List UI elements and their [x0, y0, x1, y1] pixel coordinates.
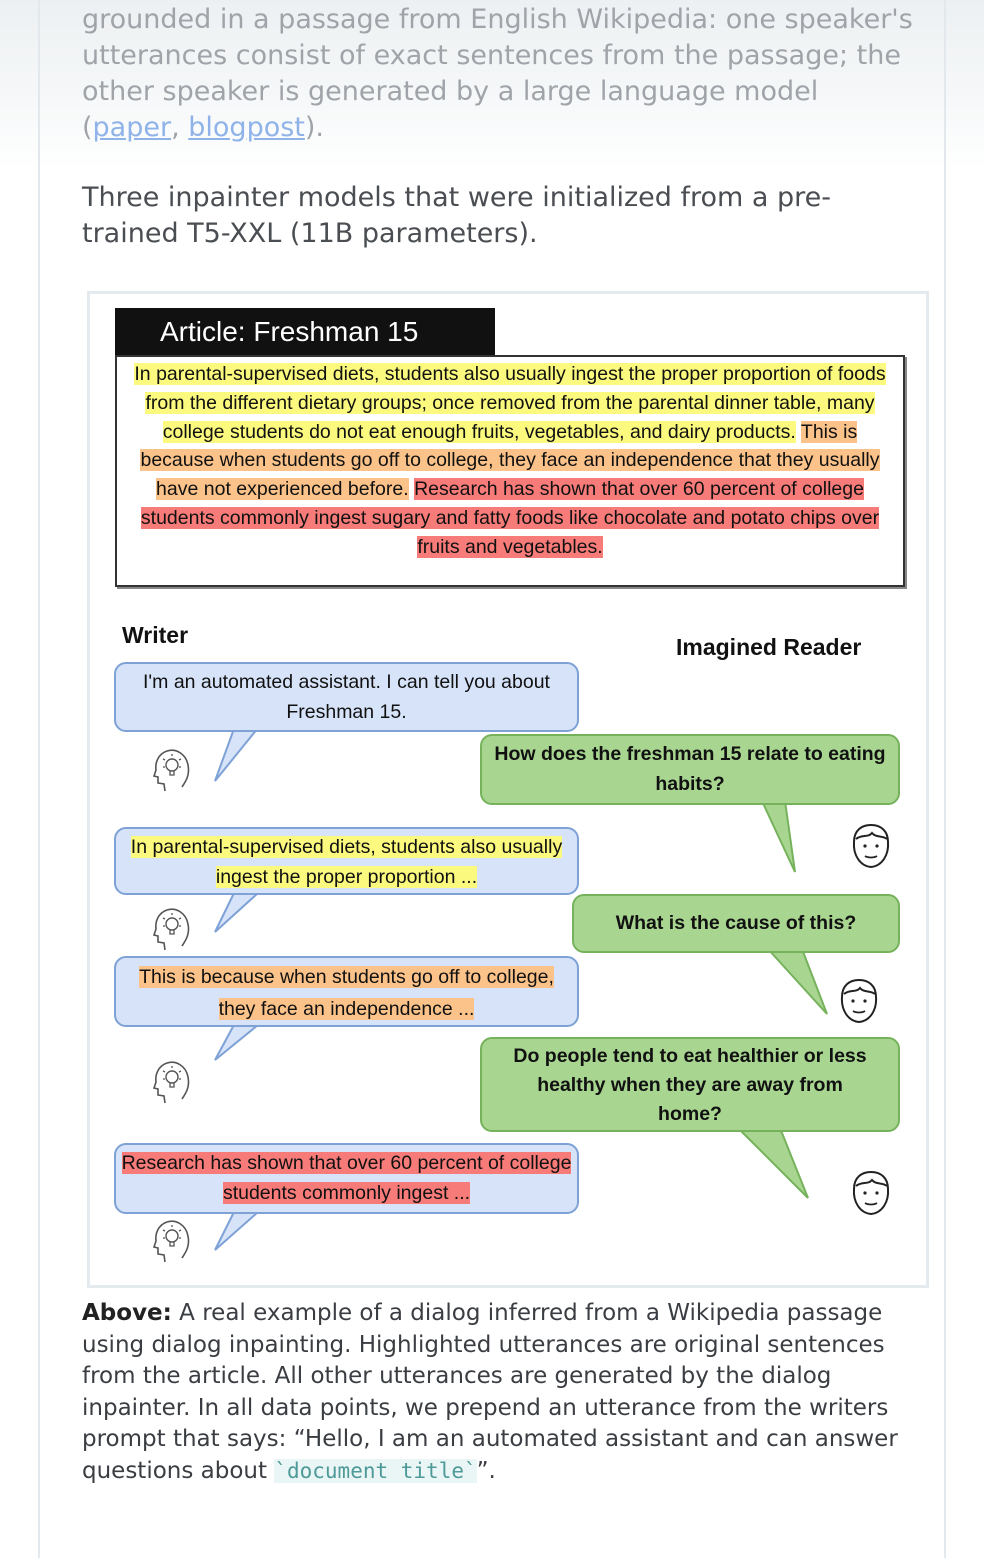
writer-label: Writer [122, 622, 189, 648]
article-title: Article: Freshman 15 [115, 308, 495, 356]
person-face-icon [848, 1169, 894, 1219]
writer-bubble-4-text: Research has shown that over 60 percent of college students commonly ingest ... [121, 1152, 572, 1204]
caption-text: A real example of a dialog inferred from a Wikipedia passage using dialog inpainting. Highlighted utterances are original sentences from the article. All other utterances are generated by the dialog inpainter. In all data points, we prepend an utterance from the writers prompt that says: “Hello, I am an automated assistant and can answer questions about [82, 1300, 898, 1484]
reader-bubble-3: Do people tend to eat healthier or less healthy when they are away from home? [480, 1037, 900, 1132]
imagined-reader-label: Imagined Reader [676, 634, 862, 660]
writer-bubble-2 [114, 827, 579, 895]
reader-bubble-1: How does the freshman 15 relate to eating habits? [480, 734, 900, 805]
writer-bubble-4 [114, 1143, 579, 1214]
intro-text: grounded in a passage from English Wikipedia: one speaker's utterances consist of exact sentences from the passage; the other speaker is generated by a large language model ( [82, 4, 913, 143]
caption-end: ”. [476, 1457, 496, 1484]
reader-bubble-2: What is the cause of this? [572, 894, 900, 953]
writer-bubble-1: I'm an automated assistant. I can tell you about Freshman 15. [114, 662, 579, 732]
figure-caption [82, 1298, 942, 1487]
writer-bubble-3-text: This is because when students go off to college, they face an independence ... [139, 966, 554, 1020]
person-face-icon [836, 977, 882, 1027]
person-face-icon [848, 822, 894, 872]
writer-bubble-2-text: In parental-supervised diets, students also usually ingest the proper proportion ... [130, 836, 563, 888]
lightbulb-head-icon [152, 904, 196, 954]
caption-code: `document title` [274, 1458, 477, 1483]
lightbulb-head-icon [152, 1216, 196, 1266]
intro-text-end: ). [304, 112, 324, 143]
article-sentence-red: Research has shown that over 60 percent of college students commonly ingest sugary and fatty foods like chocolate and potato chips over fruits and vegetables. [140, 478, 880, 558]
article-sentence-orange: This is because when students go off to college, they face an independence that they usually have not experienced before. [140, 420, 880, 501]
caption-bold-label: Above: [82, 1300, 172, 1326]
dialog-inpainting-figure [87, 291, 929, 1288]
paper-link[interactable]: paper [92, 112, 172, 143]
lightbulb-head-icon [152, 745, 196, 795]
writer-bubble-3 [114, 956, 579, 1027]
intro-paragraph [82, 2, 922, 146]
article-sentence-yellow: In parental-supervised diets, students also usually ingest the proper proportion of foods from the different dietary groups; once removed from the parental dinner table, many college students do not eat enough fruits, vegetables, and dairy products. [134, 363, 886, 443]
intro-separator: , [171, 112, 189, 143]
blogpost-link[interactable]: blogpost [188, 112, 305, 143]
lightbulb-head-icon [152, 1057, 196, 1107]
models-paragraph: Three inpainter models that were initialized from a pre-trained T5-XXL (11B parameters). [82, 182, 832, 249]
